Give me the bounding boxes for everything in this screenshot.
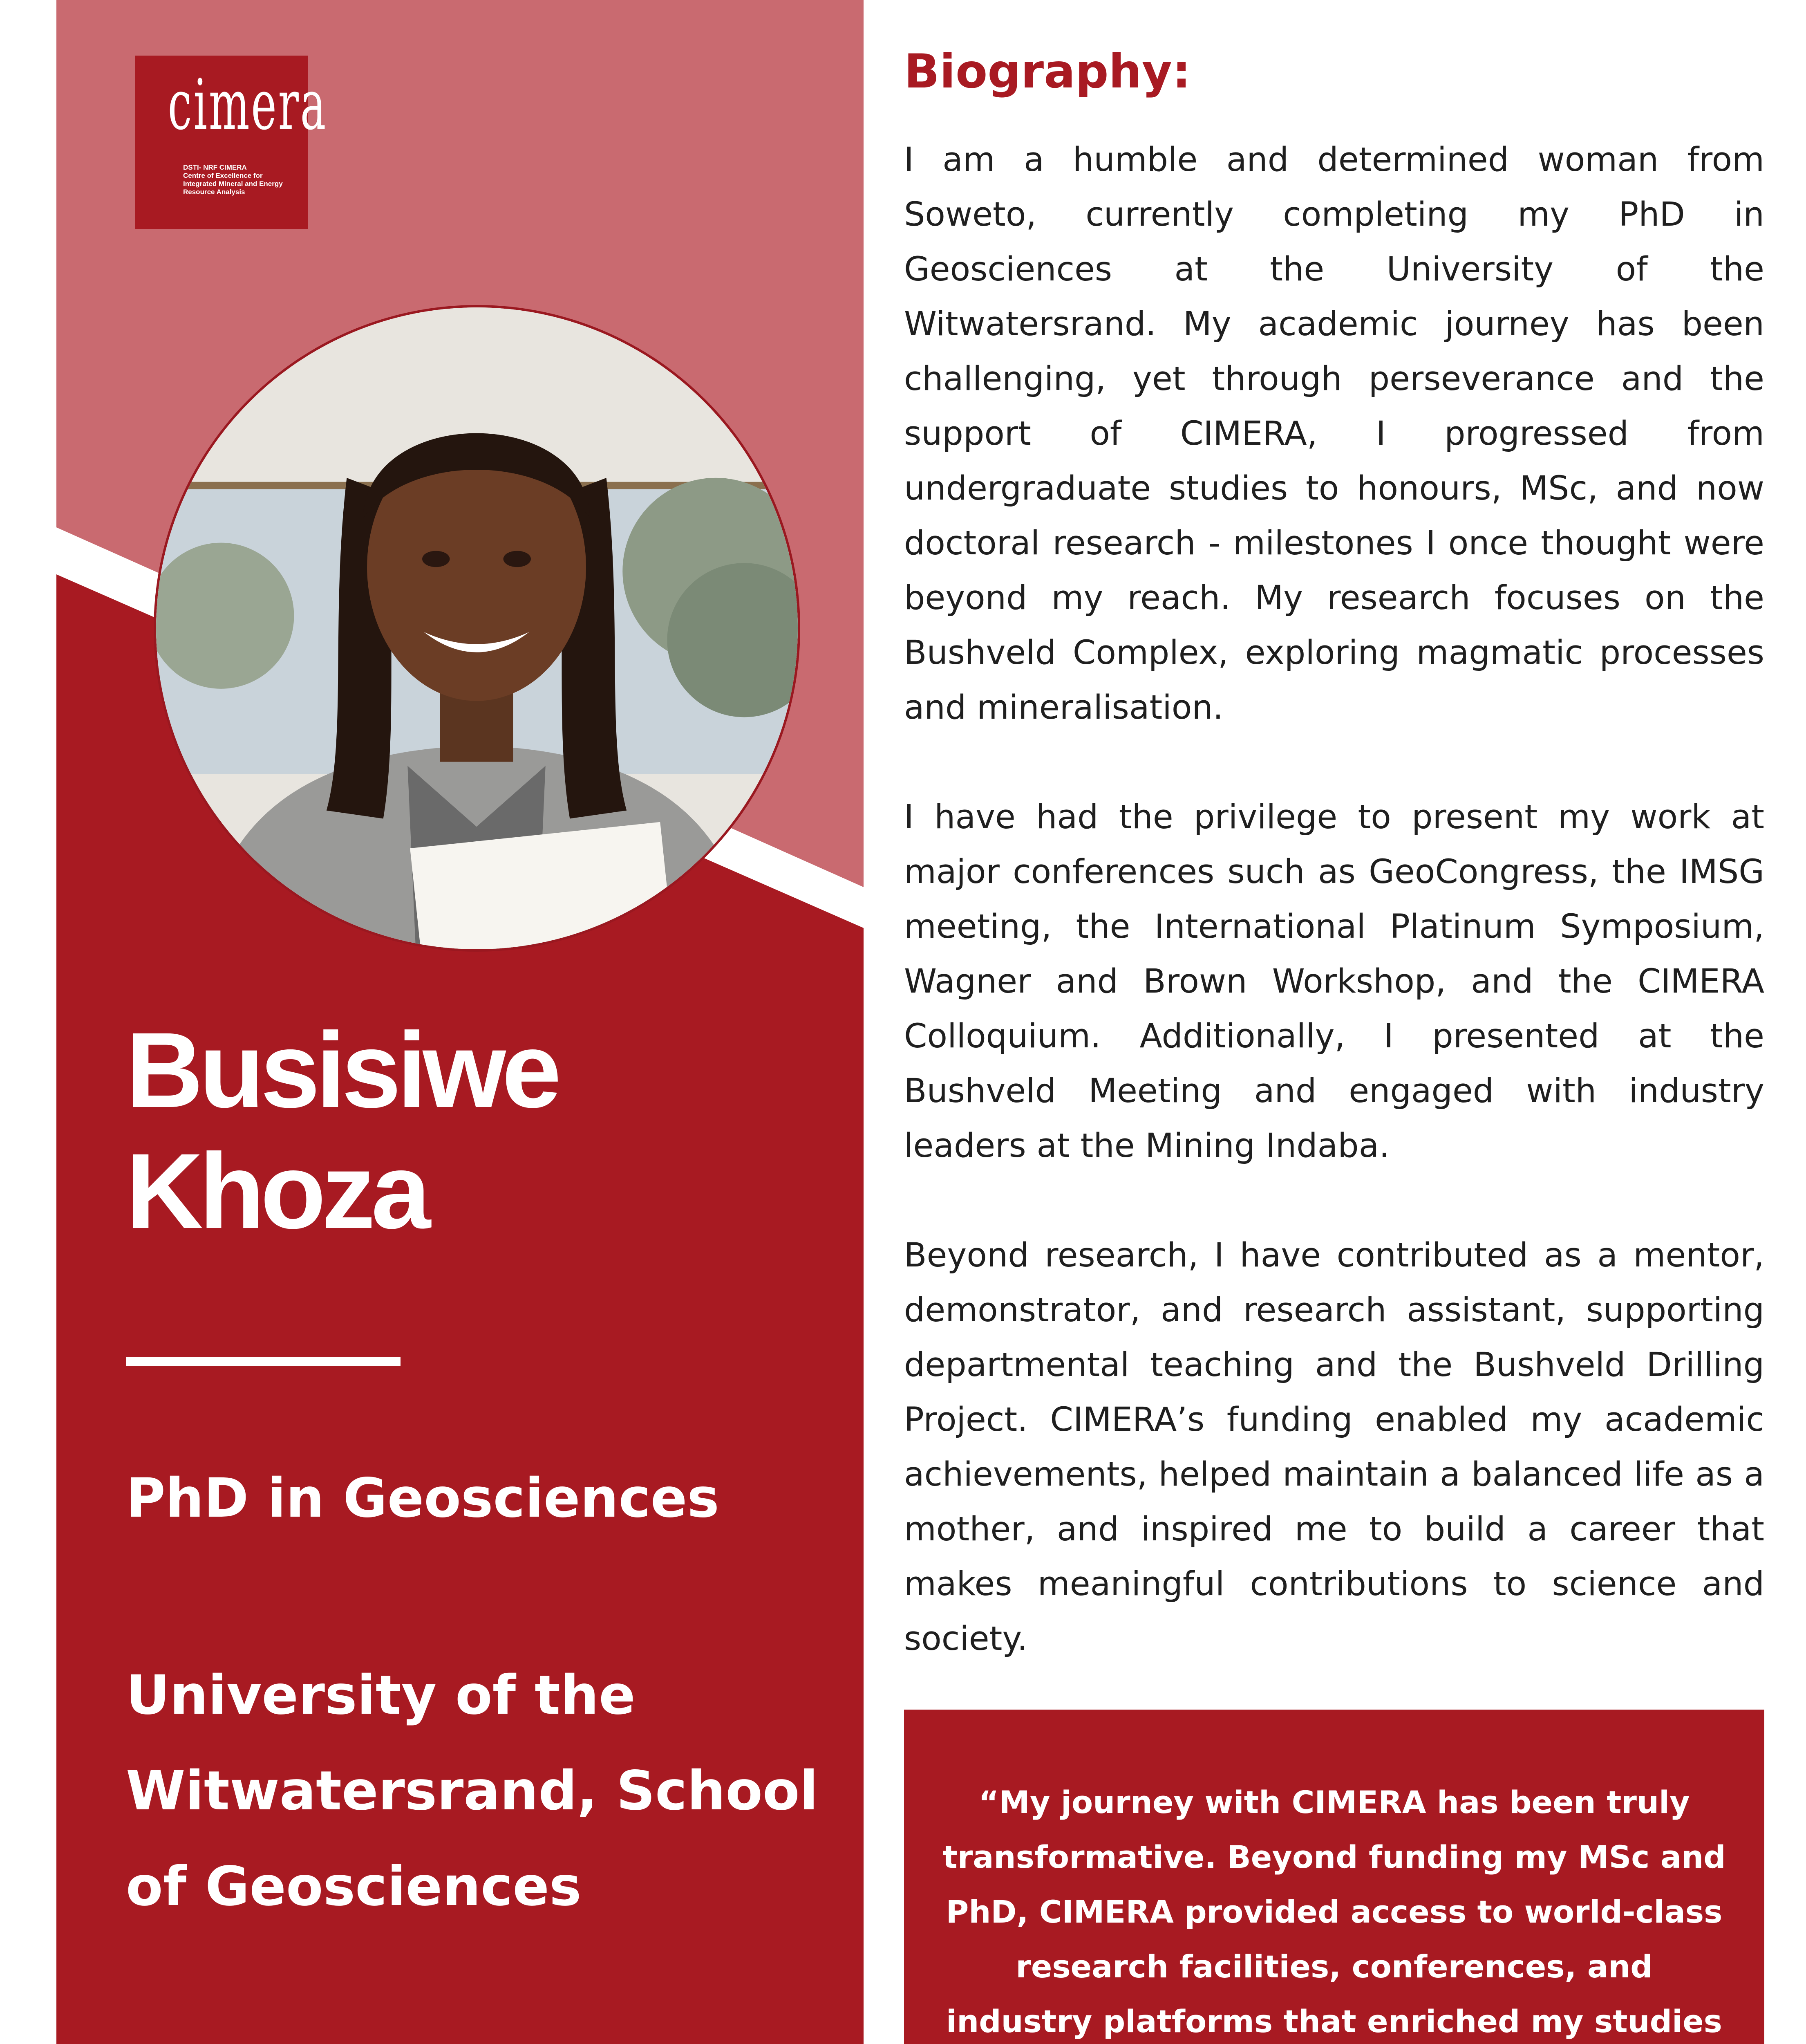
- person-name: Busisiwe Khoza: [126, 1010, 557, 1251]
- left-panel: [56, 0, 864, 2044]
- name-divider: [126, 1357, 401, 1366]
- biography-text: [904, 132, 1764, 1721]
- biography-paragraph: I have had the privilege to present my work at major conferences such as GeoCongress, the IMSG meeting, the International Platinum Symposium, Wagner and Brown Workshop, and the CIMERA Colloquium. Additionally, I presented at the Bushveld Meeting and engaged with industry leaders at the Mining Indaba.: [904, 798, 1764, 1165]
- institution-name: University of the Witwatersrand, School of Geosciences: [126, 1664, 818, 1918]
- logo-caption: DSTI- NRF CIMERA Centre of Excellence for Integrated Mineral and Energy Resource Analysis: [183, 164, 283, 196]
- profile-photo: [154, 305, 800, 952]
- biography-paragraph: Beyond research, I have contributed as a mentor, demonstrator, and research assistant, supporting departmental teaching and the Bushveld Drilling Project. CIMERA’s funding enabled my academic achievements, helped maintain a balanced life as a mother, and inspired me to build a career that makes meaningful contributions to science and society.: [904, 1236, 1764, 1658]
- testimonial-quote: “My journey with CIMERA has been truly transformative. Beyond funding my MSc and PhD, CIMERA provided access to world-class research facilities, conferences, and industry platforms that enriched my studies: [942, 1784, 1726, 2040]
- degree-title: PhD in Geosciences: [126, 1467, 719, 1530]
- biography-heading: Biography:: [904, 44, 1191, 99]
- cimera-logo: [135, 56, 328, 229]
- logo-wordmark: cimera: [168, 65, 328, 146]
- biography-paragraph: I am a humble and determined woman from Soweto, currently completing my PhD in Geosciences at the University of the Witwatersrand. My academic journey has been challenging, yet through perseverance and the support of CIMERA, I progressed from undergraduate studies to honours, MSc, and now doctoral research - milestones I once thought were beyond my reach. My research focuses on the Bushveld Complex, exploring magmatic processes and mineralisation.: [904, 141, 1764, 727]
- testimonial-quote-box: [904, 1710, 1764, 2044]
- portrait-illustration: [156, 307, 798, 949]
